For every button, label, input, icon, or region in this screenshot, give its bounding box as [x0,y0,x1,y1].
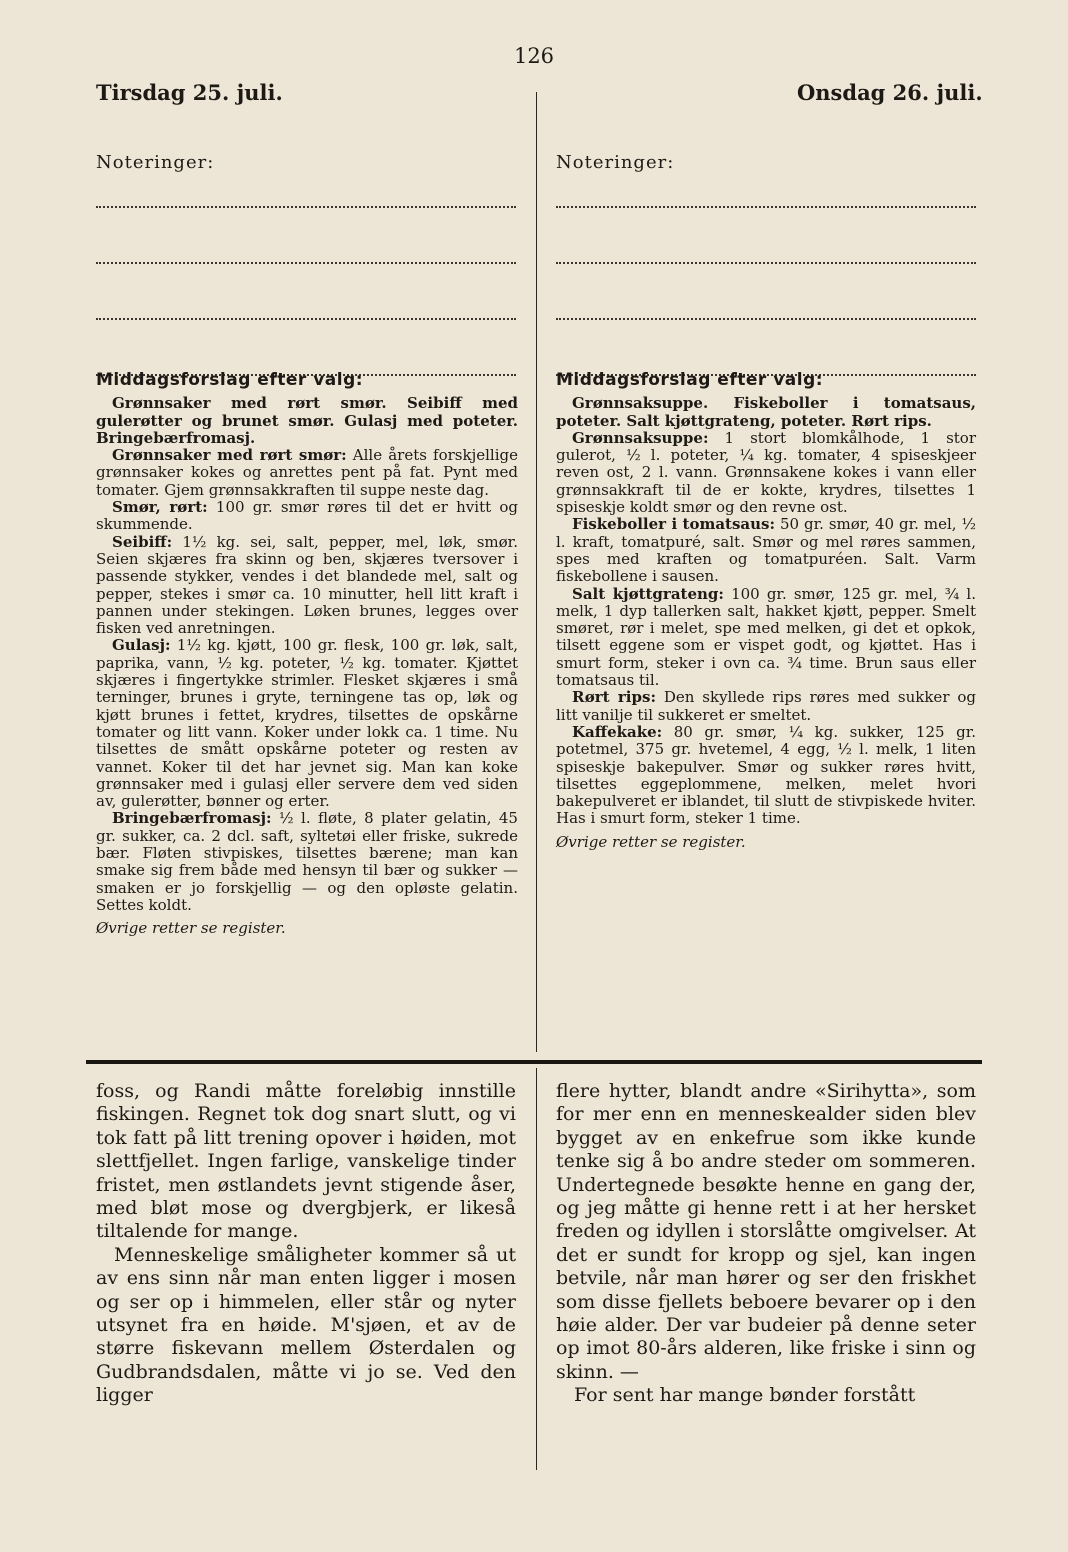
left-recipe-column [96,372,518,938]
recipe-name: Rørt rips: [572,688,656,707]
right-notes [556,152,976,376]
note-line [556,208,976,264]
recipe [96,810,518,914]
right-story-column [556,1080,976,1408]
story-paragraph: For sent har mange bønder forstått [574,1384,916,1407]
note-line [96,208,516,264]
left-story-column [96,1080,516,1408]
recipe-name: Fiskeboller i tomatsaus: [572,515,776,534]
right-day-heading: Onsdag 26. juli. [797,80,983,105]
section-rule [86,1060,982,1064]
recipe-text: ½ l. fløte, 8 plater gelatin, 45 gr. sukker, ca. 2 dcl. saft, syltetøi eller friske, sukrede bær. Fløten stivpiskes, tilsettes bærene; man kan smake sig frem både med hensyn til bær og sukker — smaken er jo forskjellig — og den opløste gelatin. Settes koldt. [96,809,518,914]
recipe-text: 50 gr. smør, 40 gr. mel, ½ l. kraft, tomatpuré, salt. Smør og mel røres sammen, spes med kraften og tomatpuréen. Salt. Varm fiskebollene i sausen. [556,515,976,586]
recipe-name: Salt kjøttgrateng: [572,584,724,603]
recipe [96,637,518,810]
right-menu-heading: Middagsforslag efter valg: [556,370,824,390]
page-number: 126 [513,44,555,68]
recipe-name: Smør, rørt: [112,498,208,517]
left-notes-label: Noteringer: [96,152,220,173]
recipe-text: 100 gr. smør, 125 gr. mel, ¾ l. melk, 1 dyp tallerken salt, hakket kjøtt, pepper. Smelt smøret, rør i melet, spe med melken, gi det et opkok, tilsett eggene som er vispet godt, og kjøttet. Has i smurt form, steker i ovn ca. ¾ time. Brun saus eller tomatsaus til. [556,584,976,690]
left-menu-summary: Grønnsaker med rørt smør. Seibiff med gulerøtter og brunet smør. Gulasj med poteter. Bringebærfromasj. [96,394,518,447]
recipe-text: 1½ kg. sei, salt, pepper, mel, løk, smør. Seien skjæres fra skinn og ben, skjæres tversover i passende stykker, vendes i det blandede mel, salt og pepper, stekes i smør ca. 10 minutter, hell litt kraft i pannen under stekingen. Løken brunes, legges over fisken ved anretningen. [96,532,518,638]
note-line [96,320,516,376]
note-line [96,264,516,320]
recipe-name: Bringebærfromasj: [112,809,272,828]
left-footer-note: Øvrige retter se register. [96,919,286,938]
right-recipe-column [556,372,976,851]
recipe-text: 1 stort blomkålhode, 1 stor gulerot, ½ l. poteter, ¼ kg. tomater, 4 spiseskjeer reven ost, 2 l. vann. Grønnsakene kokes i vann eller grønnsakkraft til de er kokte, krydres, tilsettes 1 spiseskje koldt smør og den revne ost. [556,428,976,517]
left-menu-heading: Middagsforslag efter valg: [96,370,364,390]
recipe-text: Alle årets forskjellige grønnsaker kokes og anrettes pent på fat. Pynt med tomater. Gjem grønnsakkraften til suppe neste dag. [96,446,518,499]
story-paragraph: flere hytter, blandt andre «Sirihytta», som for mer enn en menneskealder siden blev bygget av en enkefrue som ikke kunde tenke sig å bo andre steder om sommeren. Undertegnede besøkte henne en gang der, og jeg måtte gi henne rett i at her hersket freden og idyllen i storslåtte omgivelser. At det er sundt for kropp og sjel, kan ingen betvile, når man hører og ser den friskhet som disse fjellets beboere bevarer op i den høie alder. Der var budeier på denne seter op imot 80-års alderen, like friske i sinn og skinn. — [556,1080,976,1383]
recipe-name: Gulasj: [112,636,171,655]
column-divider-bottom [536,1068,537,1470]
left-day-heading: Tirsdag 25. juli. [96,80,283,105]
story-paragraph: foss, og Randi måtte foreløbig innstille fiskingen. Regnet tok dog snart slutt, og vi tok fatt på litt trening opover i høiden, mot slettfjellet. Ingen farlige, vanskelige tinder fristet, men østlandets jevnt stigende åser, med bløt mose og dvergbjerk, er likeså tiltalende for mange. [96,1080,516,1243]
recipe-text: 80 gr. smør, ¼ kg. sukker, 125 gr. potetmel, 375 gr. hvetemel, 4 egg, ½ l. melk, 1 liten spiseskje bakepulver. Smør og sukker røres hvitt, tilsettes eggeplommene, melken, melet hvori bakepulveret er iblandet, til slutt de stivpiskede hviter. Has i smurt form, steker 1 time. [556,722,976,828]
recipe-name: Kaffekake: [572,722,663,741]
recipe [556,516,976,585]
recipe-text: 100 gr. smør røres til det er hvitt og skummende. [96,498,518,534]
recipe-name: Seibiff: [112,532,173,551]
right-footer-note: Øvrige retter se register. [556,832,746,851]
recipe [556,430,976,516]
left-notes [96,152,516,376]
story-paragraph: Menneskelige småligheter kommer så ut av ens sinn når man enten ligger i mosen og ser op i himmelen, eller står og nyter utsynet fra en høide. M'sjøen, et av de større fiskevann mellem Østerdalen og Gudbrandsdalen, måtte vi jo se. Ved den ligger [96,1243,516,1407]
recipe [556,689,976,724]
recipe [96,534,518,638]
recipe-name: Grønnsaker med rørt smør: [112,446,347,465]
recipe [556,724,976,828]
recipe-text: Den skyllede rips røres med sukker og litt vanilje til sukkeret er smeltet. [556,688,976,724]
note-line [556,320,976,376]
recipe-name: Grønnsaksuppe: [572,428,709,447]
recipe [556,586,976,690]
right-menu-summary: Grønnsaksuppe. Fiskeboller i tomatsaus, poteter. Salt kjøttgrateng, poteter. Rørt rips. [556,394,976,430]
recipe [96,499,518,534]
note-line [556,264,976,320]
recipe [96,447,518,499]
recipe-text: 1½ kg. kjøtt, 100 gr. flesk, 100 gr. løk, salt, paprika, vann, ½ kg. poteter, ½ kg. tomater. Kjøttet skjæres i fingertykke strimler. Flesket skjæres i små terninger, brunes i gryte, terningene tas op, løk og kjøtt brunes i fettet, krydres, tilsettes de opskårne tomater og litt vann. Koker under lokk ca. 1 time. Nu tilsettes de smått opskårne poteter og resten av vannet. Koker til det har jevnet sig. Man kan koke grønnsaker med i gulasj eller servere dem ved siden av, gulerøtter, bønner og erter. [96,636,518,811]
right-notes-label: Noteringer: [556,152,680,173]
column-divider-top [536,92,537,1052]
